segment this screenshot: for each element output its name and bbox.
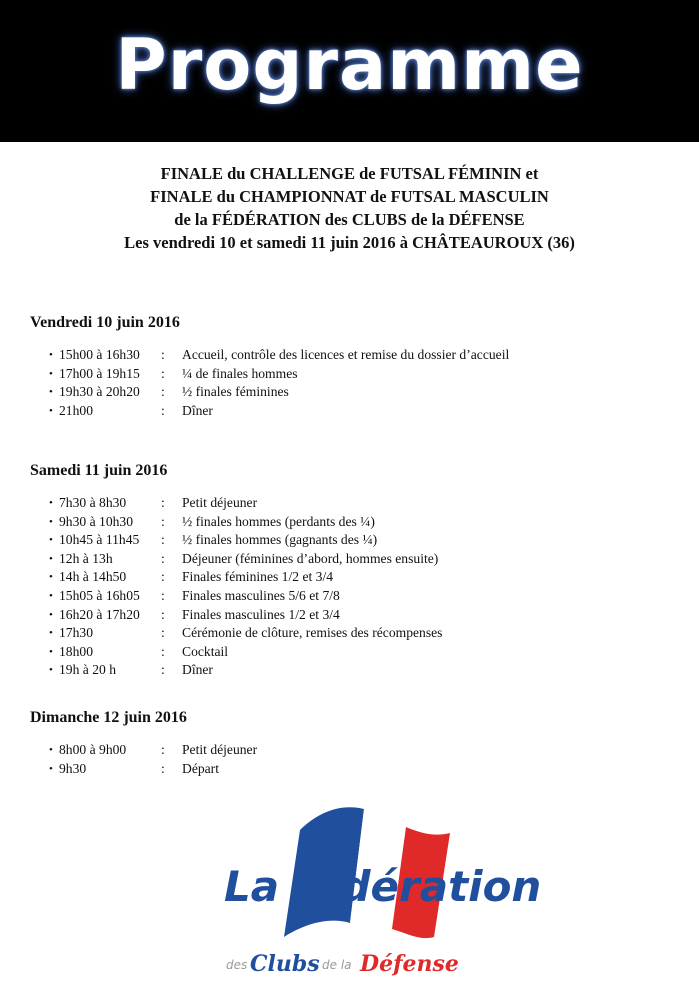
- day-title: Samedi 11 juin 2016: [30, 462, 168, 479]
- logo-defense: Défense: [360, 951, 459, 977]
- separator: :: [161, 643, 165, 659]
- schedule-time: 8h00 à 9h00: [59, 742, 127, 757]
- bullet-icon: •: [49, 534, 53, 547]
- day-friday: [30, 314, 670, 420]
- schedule-time: 15h00 à 16h30: [59, 347, 140, 362]
- intro-line: de la FÉDÉRATION des CLUBS de la DÉFENSE: [174, 210, 525, 229]
- schedule-activity: Départ: [182, 760, 219, 776]
- day-saturday: [30, 462, 670, 680]
- schedule-time: 18h00: [59, 643, 93, 659]
- schedule-activity: Déjeuner (féminines d’abord, hommes ensuite): [182, 550, 439, 566]
- schedule-time: 9h30: [59, 760, 87, 776]
- schedule-activity: Accueil, contrôle des licences et remise du dossier d’accueil: [182, 347, 510, 362]
- bullet-icon: •: [49, 645, 53, 658]
- schedule-time: 19h30 à 20h20: [59, 384, 140, 400]
- schedule-row: [30, 643, 670, 662]
- schedule-row: [30, 513, 670, 532]
- day-title: Vendredi 10 juin 2016: [30, 314, 180, 331]
- separator: :: [161, 625, 165, 641]
- schedule-time: 17h30: [59, 625, 93, 641]
- bullet-icon: •: [49, 515, 53, 528]
- bullet-icon: •: [49, 627, 53, 640]
- schedule-row: [30, 568, 670, 587]
- separator: :: [161, 532, 165, 548]
- bullet-icon: •: [49, 552, 53, 565]
- bullet-icon: •: [49, 589, 53, 602]
- schedule-row: [30, 624, 670, 643]
- schedule-row: [30, 661, 670, 680]
- separator: :: [161, 760, 165, 776]
- schedule-activity: Dîner: [182, 402, 213, 418]
- schedule-activity: Cocktail: [182, 643, 229, 659]
- schedule-time: 15h05 à 16h05: [59, 587, 140, 603]
- schedule-row: [30, 606, 670, 625]
- schedule-activity: ½ finales hommes (perdants des ¼): [182, 513, 375, 529]
- schedule-activity: Cérémonie de clôture, remises des récompenses: [182, 625, 443, 641]
- schedule-time: 17h00 à 19h15: [59, 365, 140, 381]
- logo-clubs: Clubs: [250, 951, 320, 977]
- schedule-activity: ¼ de finales hommes: [182, 365, 298, 381]
- schedule-activity: Petit déjeuner: [182, 495, 258, 510]
- separator: :: [161, 587, 165, 603]
- schedule-row: [30, 365, 670, 384]
- separator: :: [161, 402, 165, 418]
- schedule-activity: Finales masculines 5/6 et 7/8: [182, 587, 340, 603]
- schedule-row: [30, 531, 670, 550]
- bullet-icon: •: [49, 762, 53, 775]
- separator: :: [161, 550, 165, 566]
- schedule-activity: Dîner: [182, 662, 213, 678]
- logo-wordmark: La fédération: [224, 862, 542, 911]
- schedule-activity: ½ finales féminines: [182, 384, 289, 400]
- logo-de-la: de la: [322, 958, 352, 972]
- separator: :: [161, 662, 165, 678]
- schedule-row: [30, 741, 670, 760]
- schedule-time: 14h à 14h50: [59, 569, 127, 585]
- schedule-activity: Finales masculines 1/2 et 3/4: [182, 606, 340, 622]
- separator: :: [161, 513, 165, 529]
- schedule-activity: Finales féminines 1/2 et 3/4: [182, 569, 334, 585]
- bullet-icon: •: [49, 571, 53, 584]
- bullet-icon: •: [49, 497, 53, 509]
- schedule-activity: ½ finales hommes (gagnants des ¼): [182, 532, 378, 548]
- bullet-icon: •: [49, 367, 53, 380]
- bullet-icon: •: [49, 608, 53, 621]
- bullet-icon: •: [49, 349, 53, 361]
- schedule-time: 21h00: [59, 402, 93, 418]
- schedule-row: [30, 760, 670, 779]
- bullet-icon: •: [49, 744, 53, 756]
- day-title: Dimanche 12 juin 2016: [30, 709, 187, 726]
- schedule-time: 12h à 13h: [59, 550, 113, 566]
- separator: :: [161, 365, 165, 381]
- bullet-icon: •: [49, 386, 53, 399]
- schedule-time: 16h20 à 17h20: [59, 606, 140, 622]
- separator: :: [161, 495, 165, 510]
- page-title: Programme: [115, 24, 584, 106]
- separator: :: [161, 742, 165, 757]
- intro-line: FINALE du CHAMPIONNAT de FUTSAL MASCULIN: [150, 187, 549, 206]
- federation-logo: [222, 805, 542, 985]
- separator: :: [161, 569, 165, 585]
- separator: :: [161, 384, 165, 400]
- separator: :: [161, 606, 165, 622]
- schedule-row: [30, 383, 670, 402]
- logo-des: des: [226, 958, 248, 972]
- schedule-time: 7h30 à 8h30: [59, 495, 127, 510]
- title-banner: [0, 0, 699, 142]
- schedule-row: [30, 346, 670, 365]
- schedule-row: [30, 494, 670, 513]
- schedule-time: 19h à 20 h: [59, 662, 117, 678]
- schedule-time: 10h45 à 11h45: [59, 532, 140, 548]
- intro-line: FINALE du CHALLENGE de FUTSAL FÉMININ et: [160, 164, 539, 183]
- separator: :: [161, 347, 165, 362]
- bullet-icon: •: [49, 404, 53, 417]
- intro-line: Les vendredi 10 et samedi 11 juin 2016 à CHÂTEAUROUX (36): [124, 233, 575, 252]
- schedule-activity: Petit déjeuner: [182, 742, 258, 757]
- schedule-time: 9h30 à 10h30: [59, 513, 134, 529]
- schedule-row: [30, 587, 670, 606]
- bullet-icon: •: [49, 664, 53, 677]
- day-sunday: [30, 709, 670, 778]
- schedule-row: [30, 402, 670, 421]
- event-intro: [0, 162, 699, 254]
- schedule-row: [30, 550, 670, 569]
